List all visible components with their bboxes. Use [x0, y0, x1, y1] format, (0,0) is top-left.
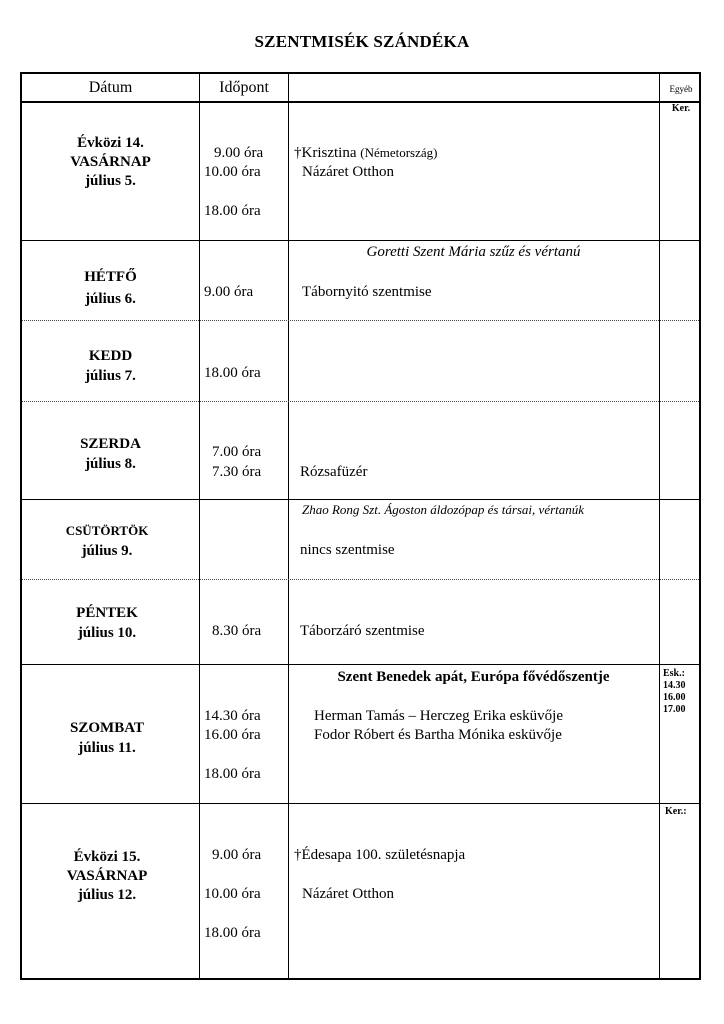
date-line: SZERDA [80, 436, 141, 452]
row-divider [22, 401, 699, 402]
header-other: Egyéb [669, 84, 693, 94]
schedule-table [20, 72, 701, 980]
time-item: 7.00 óra [212, 444, 262, 460]
date-cell [22, 603, 192, 643]
date-line: VASÁRNAP [70, 154, 151, 170]
intention-item: nincs szentmise [300, 542, 395, 558]
time-item: 9.00 óra [204, 284, 254, 300]
time-item: 18.00 óra [204, 766, 261, 782]
time-item: 7.30 óra [212, 464, 262, 480]
date-line: CSÜTÖRTÖK [65, 523, 149, 538]
column-divider [288, 74, 289, 978]
intention-note: (Németország) [360, 145, 438, 160]
date-line: PÉNTEK [76, 605, 138, 621]
intention-item: Fodor Róbert és Bartha Mónika esküvője [314, 727, 562, 743]
date-line: KEDD [88, 348, 133, 364]
column-divider [199, 74, 200, 978]
time-item: 10.00 óra [204, 164, 261, 180]
date-line: július 11. [78, 740, 136, 756]
date-line: július 8. [85, 456, 136, 472]
intention-item: Názáret Otthon [302, 886, 395, 902]
date-cell [22, 346, 199, 386]
date-line: HÉTFŐ [84, 269, 137, 285]
time-item: 8.30 óra [212, 623, 262, 639]
intention-text: †Krisztina [294, 145, 357, 161]
date-line: Évközi 14. [77, 135, 144, 151]
date-line: július 6. [85, 291, 136, 307]
date-cell [22, 434, 199, 474]
time-item: 10.00 óra [204, 886, 261, 902]
row-divider [22, 803, 699, 804]
date-line: július 5. [85, 173, 136, 189]
other-line: 16.00 [663, 692, 686, 703]
date-line: július 9. [81, 543, 133, 559]
time-item: 9.00 óra [214, 145, 264, 161]
header-date: Dátum [88, 79, 133, 96]
intention-item: Názáret Otthon [302, 164, 395, 180]
row-divider [22, 320, 699, 321]
date-line: július 7. [85, 368, 136, 384]
column-divider [659, 74, 660, 978]
date-line: Évközi 15. [73, 849, 141, 865]
date-cell [22, 266, 199, 310]
date-line: július 12. [77, 887, 137, 903]
feast-name: Goretti Szent Mária szűz és vértanú [366, 244, 581, 260]
time-item: 14.30 óra [204, 708, 261, 724]
intention-item: Tábornyitó szentmise [302, 284, 432, 300]
other-note: Ker.: [665, 806, 687, 817]
intention-item: †Édesapa 100. születésnapja [294, 847, 466, 863]
time-item: 18.00 óra [204, 365, 261, 381]
other-note: Ker. [671, 103, 691, 114]
other-line: Esk.: [663, 668, 685, 679]
time-item: 16.00 óra [204, 727, 261, 743]
time-item: 18.00 óra [204, 925, 261, 941]
feast-name: Szent Benedek apát, Európa fővédőszentje [337, 669, 610, 685]
other-line: 17.00 [663, 704, 686, 715]
intention-item: Herman Tamás – Herczeg Erika esküvője [314, 708, 563, 724]
date-cell [22, 134, 199, 191]
feast-name: Zhao Rong Szt. Ágoston áldozópap és társai, vértanúk [302, 502, 585, 517]
intention-item [294, 143, 437, 163]
row-divider [22, 579, 699, 580]
page-title: SZENTMISÉK SZÁNDÉKA [254, 32, 470, 51]
time-item: 18.00 óra [204, 203, 261, 219]
header-time: Időpont [219, 79, 269, 96]
other-note [663, 668, 686, 716]
row-divider [22, 499, 699, 500]
time-item: 9.00 óra [212, 847, 262, 863]
intention-item: Táborzáró szentmise [300, 623, 425, 639]
header-divider [22, 101, 699, 103]
date-cell [22, 848, 192, 905]
row-divider [22, 240, 699, 241]
date-line: VASÁRNAP [66, 868, 148, 884]
other-line: 14.30 [663, 680, 686, 691]
date-line: július 10. [77, 625, 137, 641]
date-line: SZOMBAT [70, 720, 144, 736]
date-cell [22, 718, 192, 758]
intention-item: Rózsafüzér [300, 464, 368, 480]
row-divider [22, 664, 699, 665]
